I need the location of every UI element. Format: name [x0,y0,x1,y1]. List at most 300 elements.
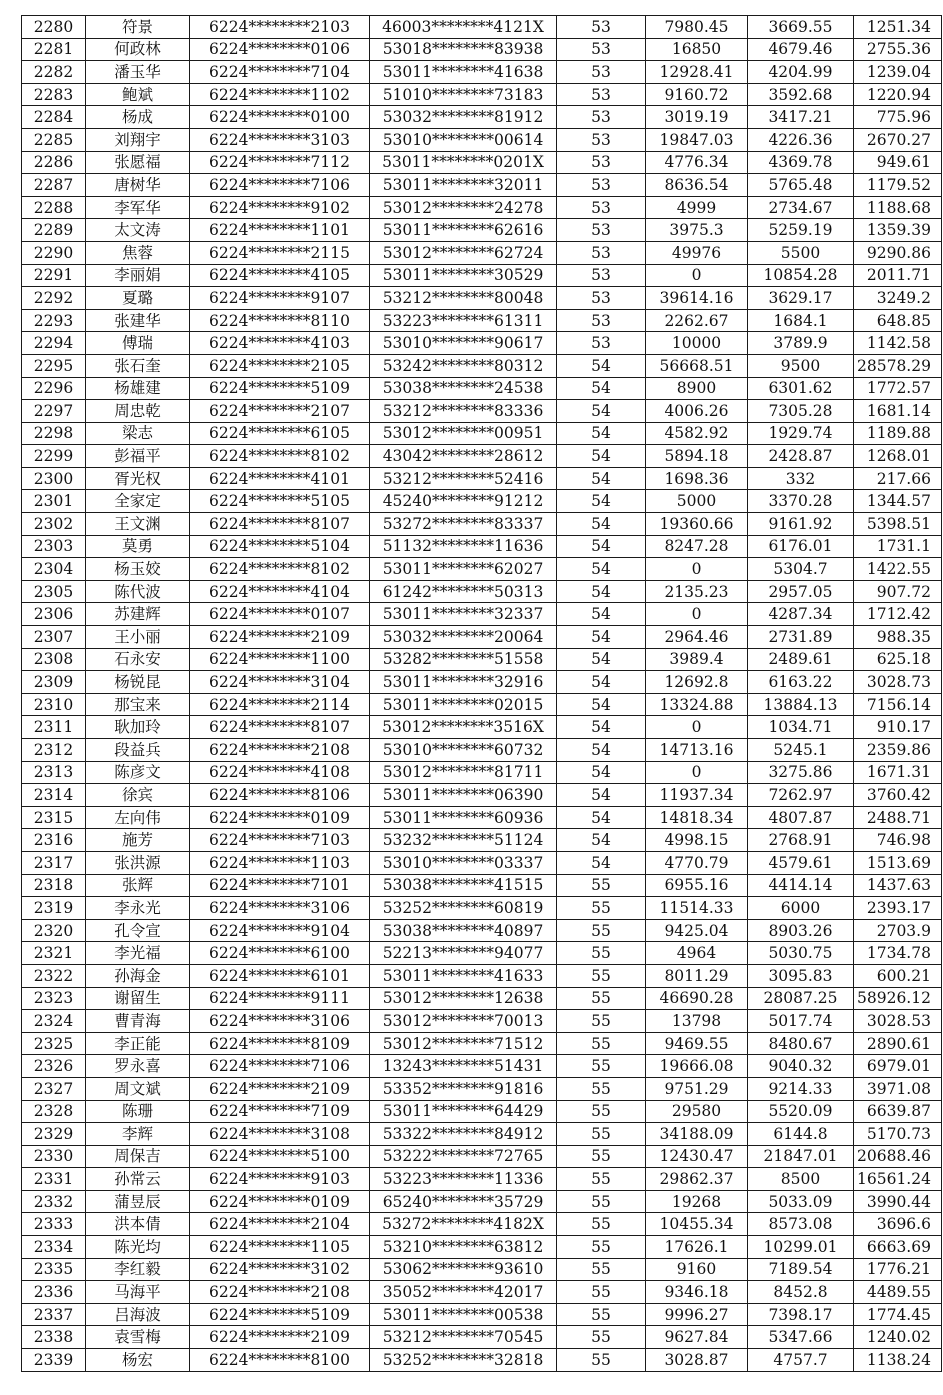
value-1-cell: 2135.23 [646,580,748,603]
id-number-cell: 53012********24278 [370,196,557,219]
value-2-cell: 4414.14 [748,874,854,897]
value-2-cell: 5765.48 [748,174,854,197]
value-2-cell: 5245.1 [748,739,854,762]
value-1-cell: 4770.79 [646,851,748,874]
value-2-cell: 6144.8 [748,1123,854,1146]
bank-card-number-cell: 6224********2109 [190,626,370,649]
id-number-cell: 53212********83336 [370,400,557,423]
table-row [22,1190,942,1213]
bank-card-number-cell: 6224********0109 [190,1190,370,1213]
age-cell: 55 [557,942,646,965]
bank-card-number-cell: 6224********4105 [190,264,370,287]
value-2-cell: 5520.09 [748,1100,854,1123]
id-number-cell: 53010********90617 [370,332,557,355]
id-number-cell: 53012********70013 [370,1010,557,1033]
value-1-cell: 56668.51 [646,354,748,377]
age-cell: 53 [557,83,646,106]
table-row [22,1055,942,1078]
serial-number-cell: 2304 [22,558,86,581]
table-row [22,83,942,106]
bank-card-number-cell: 6224********1101 [190,219,370,242]
value-1-cell: 4999 [646,196,748,219]
age-cell: 53 [557,241,646,264]
id-number-cell: 53011********60936 [370,806,557,829]
value-3-cell: 1251.34 [854,16,942,39]
table-row [22,174,942,197]
serial-number-cell: 2294 [22,332,86,355]
table-row [22,309,942,332]
name-cell: 杨雄建 [86,377,190,400]
value-3-cell: 1437.63 [854,874,942,897]
value-1-cell: 9996.27 [646,1303,748,1326]
value-2-cell: 2734.67 [748,196,854,219]
age-cell: 55 [557,987,646,1010]
age-cell: 54 [557,761,646,784]
id-number-cell: 53212********52416 [370,467,557,490]
value-1-cell: 14713.16 [646,739,748,762]
value-2-cell: 8573.08 [748,1213,854,1236]
serial-number-cell: 2301 [22,490,86,513]
serial-number-cell: 2338 [22,1326,86,1349]
id-number-cell: 53012********71512 [370,1032,557,1055]
value-3-cell: 775.96 [854,106,942,129]
serial-number-cell: 2302 [22,513,86,536]
bank-card-number-cell: 6224********6105 [190,422,370,445]
id-number-cell: 53032********20064 [370,626,557,649]
name-cell: 梁志 [86,422,190,445]
value-1-cell: 7980.45 [646,16,748,39]
table-row [22,942,942,965]
table-row [22,377,942,400]
age-cell: 54 [557,490,646,513]
serial-number-cell: 2288 [22,196,86,219]
name-cell: 陈彦文 [86,761,190,784]
value-1-cell: 5894.18 [646,445,748,468]
name-cell: 李军华 [86,196,190,219]
id-number-cell: 53012********00951 [370,422,557,445]
value-3-cell: 5398.51 [854,513,942,536]
serial-number-cell: 2296 [22,377,86,400]
serial-number-cell: 2325 [22,1032,86,1055]
serial-number-cell: 2285 [22,128,86,151]
serial-number-cell: 2313 [22,761,86,784]
value-3-cell: 1344.57 [854,490,942,513]
id-number-cell: 53232********51124 [370,829,557,852]
value-1-cell: 8247.28 [646,535,748,558]
age-cell: 54 [557,535,646,558]
bank-card-number-cell: 6224********1100 [190,648,370,671]
value-3-cell: 1513.69 [854,851,942,874]
value-1-cell: 0 [646,761,748,784]
value-3-cell: 1188.68 [854,196,942,219]
value-3-cell: 6979.01 [854,1055,942,1078]
bank-card-number-cell: 6224********1103 [190,851,370,874]
name-cell: 吕海波 [86,1303,190,1326]
value-2-cell: 3417.21 [748,106,854,129]
value-3-cell: 3028.73 [854,671,942,694]
value-3-cell: 1776.21 [854,1258,942,1281]
serial-number-cell: 2289 [22,219,86,242]
id-number-cell: 53038********24538 [370,377,557,400]
value-1-cell: 8900 [646,377,748,400]
table-row [22,1349,942,1372]
age-cell: 54 [557,354,646,377]
value-2-cell: 4226.36 [748,128,854,151]
value-1-cell: 19847.03 [646,128,748,151]
id-number-cell: 53011********02015 [370,693,557,716]
name-cell: 焦蓉 [86,241,190,264]
bank-card-number-cell: 6224********7104 [190,61,370,84]
bank-card-number-cell: 6224********6100 [190,942,370,965]
id-number-cell: 53032********81912 [370,106,557,129]
serial-number-cell: 2300 [22,467,86,490]
bank-card-number-cell: 6224********0106 [190,38,370,61]
value-3-cell: 3760.42 [854,784,942,807]
bank-card-number-cell: 6224********0100 [190,106,370,129]
value-1-cell: 16850 [646,38,748,61]
value-3-cell: 1734.78 [854,942,942,965]
id-number-cell: 53038********40897 [370,919,557,942]
value-3-cell: 988.35 [854,626,942,649]
table-row [22,1032,942,1055]
age-cell: 53 [557,287,646,310]
serial-number-cell: 2332 [22,1190,86,1213]
table-row [22,61,942,84]
bank-card-number-cell: 6224********4103 [190,332,370,355]
value-3-cell: 2359.86 [854,739,942,762]
value-1-cell: 3028.87 [646,1349,748,1372]
value-3-cell: 3249.2 [854,287,942,310]
value-3-cell: 2755.36 [854,38,942,61]
name-cell: 陈代波 [86,580,190,603]
name-cell: 杨成 [86,106,190,129]
table-row [22,1303,942,1326]
bank-card-number-cell: 6224********7103 [190,829,370,852]
value-1-cell: 46690.28 [646,987,748,1010]
name-cell: 傅瑞 [86,332,190,355]
table-row [22,716,942,739]
value-1-cell: 0 [646,558,748,581]
id-number-cell: 53011********30529 [370,264,557,287]
id-number-cell: 43042********28612 [370,445,557,468]
serial-number-cell: 2308 [22,648,86,671]
value-3-cell: 648.85 [854,309,942,332]
value-2-cell: 2731.89 [748,626,854,649]
name-cell: 李光福 [86,942,190,965]
bank-card-number-cell: 6224********3106 [190,1010,370,1033]
value-1-cell: 12430.47 [646,1145,748,1168]
value-2-cell: 7262.97 [748,784,854,807]
value-1-cell: 49976 [646,241,748,264]
serial-number-cell: 2327 [22,1077,86,1100]
data-table [21,15,942,1372]
age-cell: 54 [557,716,646,739]
table-row [22,580,942,603]
value-3-cell: 1220.94 [854,83,942,106]
table-row [22,1100,942,1123]
serial-number-cell: 2333 [22,1213,86,1236]
bank-card-number-cell: 6224********8106 [190,784,370,807]
value-3-cell: 58926.12 [854,987,942,1010]
value-2-cell: 3629.17 [748,287,854,310]
bank-card-number-cell: 6224********6101 [190,964,370,987]
table-row [22,332,942,355]
value-2-cell: 3592.68 [748,83,854,106]
value-3-cell: 1422.55 [854,558,942,581]
age-cell: 55 [557,1055,646,1078]
serial-number-cell: 2303 [22,535,86,558]
value-3-cell: 2393.17 [854,897,942,920]
name-cell: 周忠乾 [86,400,190,423]
id-number-cell: 53242********80312 [370,354,557,377]
age-cell: 55 [557,1168,646,1191]
value-3-cell: 7156.14 [854,693,942,716]
table-row [22,1326,942,1349]
name-cell: 苏建辉 [86,603,190,626]
value-3-cell: 28578.29 [854,354,942,377]
id-number-cell: 53011********06390 [370,784,557,807]
value-1-cell: 19666.08 [646,1055,748,1078]
id-number-cell: 51132********11636 [370,535,557,558]
age-cell: 54 [557,580,646,603]
serial-number-cell: 2309 [22,671,86,694]
name-cell: 曹青海 [86,1010,190,1033]
bank-card-number-cell: 6224********5104 [190,535,370,558]
serial-number-cell: 2330 [22,1145,86,1168]
value-3-cell: 2488.71 [854,806,942,829]
value-1-cell: 34188.09 [646,1123,748,1146]
serial-number-cell: 2322 [22,964,86,987]
table-row [22,354,942,377]
id-number-cell: 53322********84912 [370,1123,557,1146]
value-3-cell: 6663.69 [854,1236,942,1259]
serial-number-cell: 2316 [22,829,86,852]
value-2-cell: 28087.25 [748,987,854,1010]
table-row [22,1145,942,1168]
value-1-cell: 4964 [646,942,748,965]
age-cell: 54 [557,513,646,536]
age-cell: 54 [557,558,646,581]
id-number-cell: 53011********32337 [370,603,557,626]
bank-card-number-cell: 6224********8100 [190,1349,370,1372]
value-2-cell: 2489.61 [748,648,854,671]
value-1-cell: 39614.16 [646,287,748,310]
age-cell: 55 [557,1010,646,1033]
bank-card-number-cell: 6224********7106 [190,174,370,197]
value-1-cell: 3975.3 [646,219,748,242]
bank-card-number-cell: 6224********7106 [190,1055,370,1078]
name-cell: 杨宏 [86,1349,190,1372]
value-1-cell: 9469.55 [646,1032,748,1055]
table-row [22,648,942,671]
age-cell: 55 [557,1281,646,1304]
id-number-cell: 53272********83337 [370,513,557,536]
id-number-cell: 61242********50313 [370,580,557,603]
value-3-cell: 217.66 [854,467,942,490]
value-1-cell: 2964.46 [646,626,748,649]
value-1-cell: 2262.67 [646,309,748,332]
serial-number-cell: 2314 [22,784,86,807]
table-row [22,829,942,852]
serial-number-cell: 2291 [22,264,86,287]
name-cell: 段益兵 [86,739,190,762]
serial-number-cell: 2319 [22,897,86,920]
bank-card-number-cell: 6224********9111 [190,987,370,1010]
value-3-cell: 2703.9 [854,919,942,942]
id-number-cell: 53038********41515 [370,874,557,897]
age-cell: 53 [557,128,646,151]
id-number-cell: 45240********91212 [370,490,557,513]
value-1-cell: 4582.92 [646,422,748,445]
name-cell: 石永安 [86,648,190,671]
age-cell: 54 [557,400,646,423]
serial-number-cell: 2311 [22,716,86,739]
bank-card-number-cell: 6224********0107 [190,603,370,626]
value-1-cell: 0 [646,716,748,739]
id-number-cell: 53012********12638 [370,987,557,1010]
name-cell: 袁雪梅 [86,1326,190,1349]
id-number-cell: 46003********4121X [370,16,557,39]
value-2-cell: 7398.17 [748,1303,854,1326]
value-1-cell: 11514.33 [646,897,748,920]
id-number-cell: 53212********80048 [370,287,557,310]
value-3-cell: 1359.39 [854,219,942,242]
value-1-cell: 8011.29 [646,964,748,987]
table-row [22,151,942,174]
serial-number-cell: 2298 [22,422,86,445]
name-cell: 杨玉姣 [86,558,190,581]
value-1-cell: 4998.15 [646,829,748,852]
serial-number-cell: 2293 [22,309,86,332]
bank-card-number-cell: 6224********2114 [190,693,370,716]
bank-card-number-cell: 6224********9102 [190,196,370,219]
age-cell: 55 [557,919,646,942]
bank-card-number-cell: 6224********3102 [190,1258,370,1281]
value-2-cell: 3789.9 [748,332,854,355]
serial-number-cell: 2315 [22,806,86,829]
bank-card-number-cell: 6224********4108 [190,761,370,784]
name-cell: 符景 [86,16,190,39]
age-cell: 54 [557,422,646,445]
value-1-cell: 9425.04 [646,919,748,942]
value-2-cell: 10299.01 [748,1236,854,1259]
age-cell: 53 [557,151,646,174]
value-3-cell: 746.98 [854,829,942,852]
table-row [22,16,942,39]
id-number-cell: 13243********51431 [370,1055,557,1078]
serial-number-cell: 2283 [22,83,86,106]
value-1-cell: 12692.8 [646,671,748,694]
name-cell: 李辉 [86,1123,190,1146]
name-cell: 张愿福 [86,151,190,174]
bank-card-number-cell: 6224********5105 [190,490,370,513]
age-cell: 53 [557,61,646,84]
age-cell: 55 [557,1077,646,1100]
name-cell: 何政林 [86,38,190,61]
name-cell: 夏璐 [86,287,190,310]
bank-card-number-cell: 6224********3104 [190,671,370,694]
value-1-cell: 4006.26 [646,400,748,423]
value-2-cell: 5033.09 [748,1190,854,1213]
name-cell: 洪本倩 [86,1213,190,1236]
name-cell: 胥光权 [86,467,190,490]
value-3-cell: 910.17 [854,716,942,739]
value-1-cell: 14818.34 [646,806,748,829]
name-cell: 王文渊 [86,513,190,536]
value-1-cell: 10455.34 [646,1213,748,1236]
bank-card-number-cell: 6224********3103 [190,128,370,151]
value-3-cell: 16561.24 [854,1168,942,1191]
age-cell: 54 [557,445,646,468]
value-3-cell: 2890.61 [854,1032,942,1055]
serial-number-cell: 2334 [22,1236,86,1259]
bank-card-number-cell: 6224********5109 [190,377,370,400]
value-3-cell: 4489.55 [854,1281,942,1304]
value-1-cell: 9627.84 [646,1326,748,1349]
value-3-cell: 1240.02 [854,1326,942,1349]
name-cell: 李永光 [86,897,190,920]
bank-card-number-cell: 6224********9103 [190,1168,370,1191]
age-cell: 54 [557,739,646,762]
serial-number-cell: 2328 [22,1100,86,1123]
serial-number-cell: 2290 [22,241,86,264]
age-cell: 53 [557,264,646,287]
bank-card-number-cell: 6224********7101 [190,874,370,897]
serial-number-cell: 2335 [22,1258,86,1281]
age-cell: 54 [557,851,646,874]
id-number-cell: 53011********62616 [370,219,557,242]
value-2-cell: 1034.71 [748,716,854,739]
name-cell: 李红毅 [86,1258,190,1281]
value-2-cell: 13884.13 [748,693,854,716]
value-1-cell: 29862.37 [646,1168,748,1191]
id-number-cell: 53222********72765 [370,1145,557,1168]
value-2-cell: 5259.19 [748,219,854,242]
table-row [22,467,942,490]
value-3-cell: 600.21 [854,964,942,987]
name-cell: 罗永喜 [86,1055,190,1078]
age-cell: 53 [557,219,646,242]
bank-card-number-cell: 6224********1102 [190,83,370,106]
id-number-cell: 53252********60819 [370,897,557,920]
age-cell: 55 [557,1032,646,1055]
name-cell: 徐宾 [86,784,190,807]
id-number-cell: 53011********00538 [370,1303,557,1326]
age-cell: 55 [557,1349,646,1372]
id-number-cell: 53062********93610 [370,1258,557,1281]
name-cell: 孙常云 [86,1168,190,1191]
name-cell: 左向伟 [86,806,190,829]
id-number-cell: 53010********00614 [370,128,557,151]
table-row [22,558,942,581]
serial-number-cell: 2323 [22,987,86,1010]
table-row [22,1123,942,1146]
id-number-cell: 53212********70545 [370,1326,557,1349]
bank-card-number-cell: 6224********8109 [190,1032,370,1055]
id-number-cell: 53352********91816 [370,1077,557,1100]
value-1-cell: 10000 [646,332,748,355]
value-2-cell: 1929.74 [748,422,854,445]
id-number-cell: 53223********11336 [370,1168,557,1191]
table-row [22,626,942,649]
value-3-cell: 3971.08 [854,1077,942,1100]
table-row [22,422,942,445]
id-number-cell: 53282********51558 [370,648,557,671]
serial-number-cell: 2312 [22,739,86,762]
age-cell: 55 [557,1100,646,1123]
id-number-cell: 53011********41638 [370,61,557,84]
name-cell: 太文涛 [86,219,190,242]
